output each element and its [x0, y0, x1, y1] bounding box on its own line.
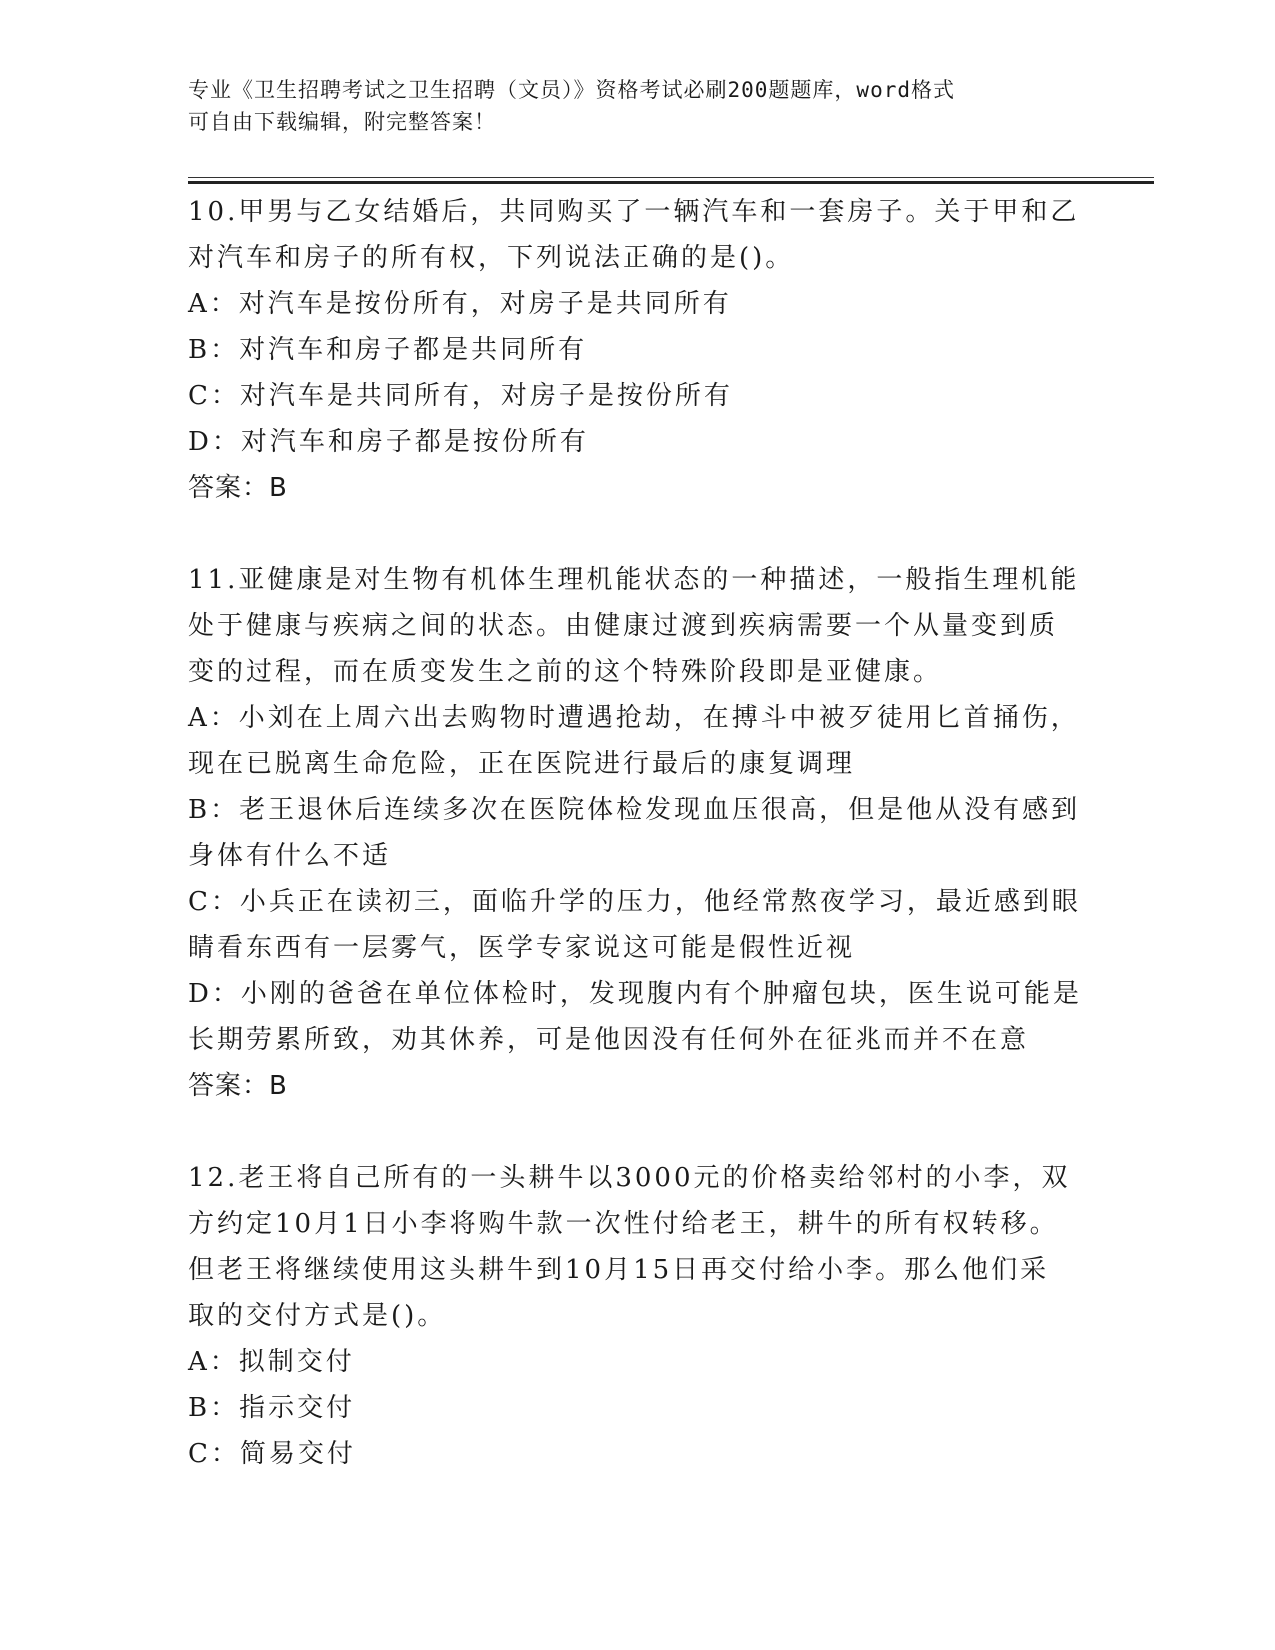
answer-label: 答案：B [188, 473, 288, 503]
question-stem-line: 变的过程，而在质变发生之前的这个特殊阶段即是亚健康。 [188, 657, 943, 687]
question-stem-line: 但老王将继续使用这头耕牛到10月15日再交付给小李。那么他们采 [188, 1255, 1050, 1285]
option-a: A：拟制交付 [188, 1347, 355, 1377]
question-10 [188, 189, 1088, 511]
question-stem-line: 12.老王将自己所有的一头耕牛以3000元的价格卖给邻村的小李，双 [188, 1163, 1071, 1193]
answer-label: 答案：B [188, 1071, 288, 1101]
option-b: B：指示交付 [188, 1393, 356, 1423]
option-a: A：对汽车是按份所有，对房子是共同所有 [188, 289, 732, 319]
question-stem-line: 处于健康与疾病之间的状态。由健康过渡到疾病需要一个从量变到质 [188, 611, 1059, 641]
header-divider-thin [188, 177, 1154, 178]
question-stem-line: 10.甲男与乙女结婚后，共同购买了一辆汽车和一套房子。关于甲和乙 [188, 197, 1080, 227]
option-d: D：小刚的爸爸在单位体检时，发现腹内有个肿瘤包块，医生说可能是 [188, 979, 1082, 1009]
option-c: C：简易交付 [188, 1439, 356, 1469]
option-b-continued: 身体有什么不适 [188, 841, 392, 871]
header-line-2: 可自由下载编辑，附完整答案！ [188, 110, 496, 134]
question-11 [188, 557, 1088, 1109]
option-a-continued: 现在已脱离生命危险，正在医院进行最后的康复调理 [188, 749, 856, 779]
question-list [188, 189, 1088, 1477]
document-header [188, 74, 1068, 138]
option-b: B：老王退休后连续多次在医院体检发现血压很高，但是他从没有感到 [188, 795, 1081, 825]
option-d: D：对汽车和房子都是按份所有 [188, 427, 589, 457]
question-stem-line: 取的交付方式是()。 [188, 1301, 447, 1331]
question-stem-line: 11.亚健康是对生物有机体生理机能状态的一种描述，一般指生理机能 [188, 565, 1080, 595]
option-c: C：对汽车是共同所有，对房子是按份所有 [188, 381, 733, 411]
header-line-1: 专业《卫生招聘考试之卫生招聘（文员）》资格考试必刷200题题库，word格式 [188, 78, 955, 102]
question-stem-line: 对汽车和房子的所有权，下列说法正确的是()。 [188, 243, 795, 273]
option-b: B：对汽车和房子都是共同所有 [188, 335, 588, 365]
option-c-continued: 睛看东西有一层雾气，医学专家说这可能是假性近视 [188, 933, 856, 963]
header-divider-thick [188, 181, 1154, 184]
option-a: A：小刘在上周六出去购物时遭遇抢劫，在搏斗中被歹徒用匕首捅伤， [188, 703, 1080, 733]
question-12 [188, 1155, 1088, 1477]
question-stem-line: 方约定10月1日小李将购牛款一次性付给老王，耕牛的所有权转移。 [188, 1209, 1059, 1239]
option-c: C：小兵正在读初三，面临升学的压力，他经常熬夜学习，最近感到眼 [188, 887, 1081, 917]
option-d-continued: 长期劳累所致，劝其休养，可是他因没有任何外在征兆而并不在意 [188, 1025, 1030, 1055]
